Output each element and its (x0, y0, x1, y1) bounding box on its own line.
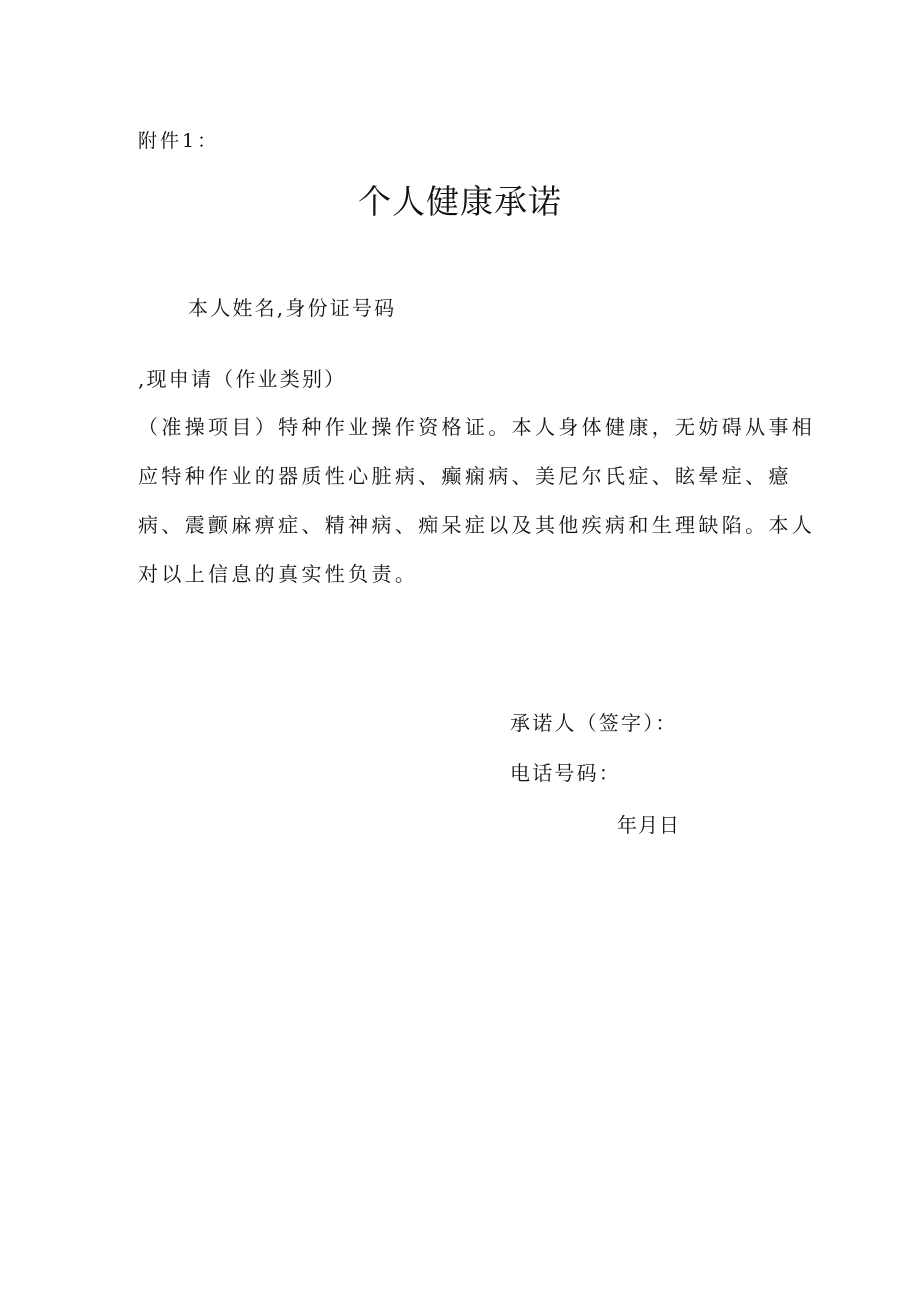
body-line: 对以上信息的真实性负责。 (138, 562, 419, 586)
body-line: 应特种作业的器质性心脏病、癫痫病、美尼尔氏症、眩晕症、癔 (138, 464, 792, 488)
date-label: 年月日 (617, 813, 680, 837)
body-line: （准操项目）特种作业操作资格证。本人身体健康，无妨碍从事相 (138, 415, 816, 439)
document-title: 个人健康承诺 (358, 182, 562, 221)
phone-label: 电话号码： (510, 761, 621, 785)
body-line: 病、震颤麻痹症、精神病、痴呆症以及其他疾病和生理缺陷。本人 (138, 513, 816, 537)
signer-label: 承诺人（签字）： (510, 711, 678, 735)
name-id-line: 本人姓名,身份证号码 (188, 296, 397, 320)
attachment-label: 附件1： (138, 130, 220, 152)
application-line: ,现申请（作业类别） (138, 367, 347, 391)
